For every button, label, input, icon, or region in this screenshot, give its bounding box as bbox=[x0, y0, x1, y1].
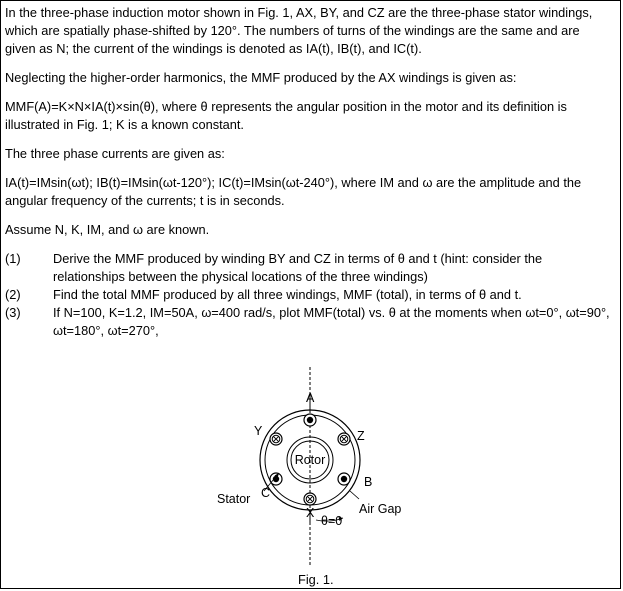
label-c: C bbox=[261, 486, 271, 500]
currents-intro-paragraph: The three phase currents are given as: bbox=[5, 146, 225, 161]
figure-caption: Fig. 1. bbox=[298, 572, 334, 587]
currents-equation-paragraph: IA(t)=IMsin(ωt); IB(t)=IMsin(ωt-120°); IC(t)=IMsin(ωt-240°), where IM and ω are the amplitude and the angular frequency of the currents; t is in seconds. bbox=[5, 175, 582, 208]
question-number: (3) bbox=[5, 305, 21, 320]
intro-paragraph: In the three-phase induction motor shown in Fig. 1, AX, BY, and CZ are the three-phase stator windings, which are spatially phase-shifted by 120°. The numbers of turns of the windings are the same and are given as N; the current of the windings is denoted as IA(t), IB(t), and IC(t). bbox=[5, 5, 593, 56]
label-stator: Stator bbox=[217, 492, 251, 506]
harmonics-paragraph: Neglecting the higher-order harmonics, the MMF produced by the AX windings is given as: bbox=[5, 70, 517, 85]
problem-text bbox=[5, 4, 613, 340]
question-3 bbox=[5, 304, 613, 340]
assume-paragraph: Assume N, K, IM, and ω are known. bbox=[5, 222, 210, 237]
motor-figure bbox=[215, 365, 445, 570]
question-number: (1) bbox=[5, 251, 21, 266]
label-x: X bbox=[306, 506, 315, 520]
winding-z-conductor bbox=[338, 433, 350, 445]
question-2 bbox=[5, 286, 613, 304]
winding-a-dot bbox=[307, 417, 313, 423]
label-b: B bbox=[364, 475, 373, 489]
question-text: Derive the MMF produced by winding BY and CZ in terms of θ and t (hint: consider the relationships between the physical locations of the three windings) bbox=[53, 251, 543, 284]
question-text: If N=100, K=1.2, IM=50A, ω=400 rad/s, plot MMF(total) vs. θ at the moments when ωt=0°, ωt=90°, ωt=180°, ωt=270°, bbox=[53, 305, 610, 338]
question-number: (2) bbox=[5, 287, 21, 302]
mmf-equation-paragraph: MMF(A)=K×N×IA(t)×sin(θ), where θ represents the angular position in the motor and its definition is illustrated in Fig. 1; K is a known constant. bbox=[5, 99, 567, 132]
winding-b-dot bbox=[341, 476, 347, 482]
winding-y-conductor bbox=[270, 433, 282, 445]
label-theta: θ=0 bbox=[321, 514, 343, 528]
label-y: Y bbox=[254, 424, 263, 438]
question-1 bbox=[5, 250, 613, 286]
question-text: Find the total MMF produced by all three windings, MMF (total), in terms of θ and t. bbox=[53, 287, 522, 302]
label-rotor: Rotor bbox=[294, 453, 326, 467]
label-z: Z bbox=[357, 429, 365, 443]
air-gap-pointer bbox=[350, 491, 359, 499]
winding-x-conductor bbox=[304, 493, 316, 505]
label-air-gap: Air Gap bbox=[359, 502, 402, 516]
label-a: A bbox=[306, 391, 315, 405]
